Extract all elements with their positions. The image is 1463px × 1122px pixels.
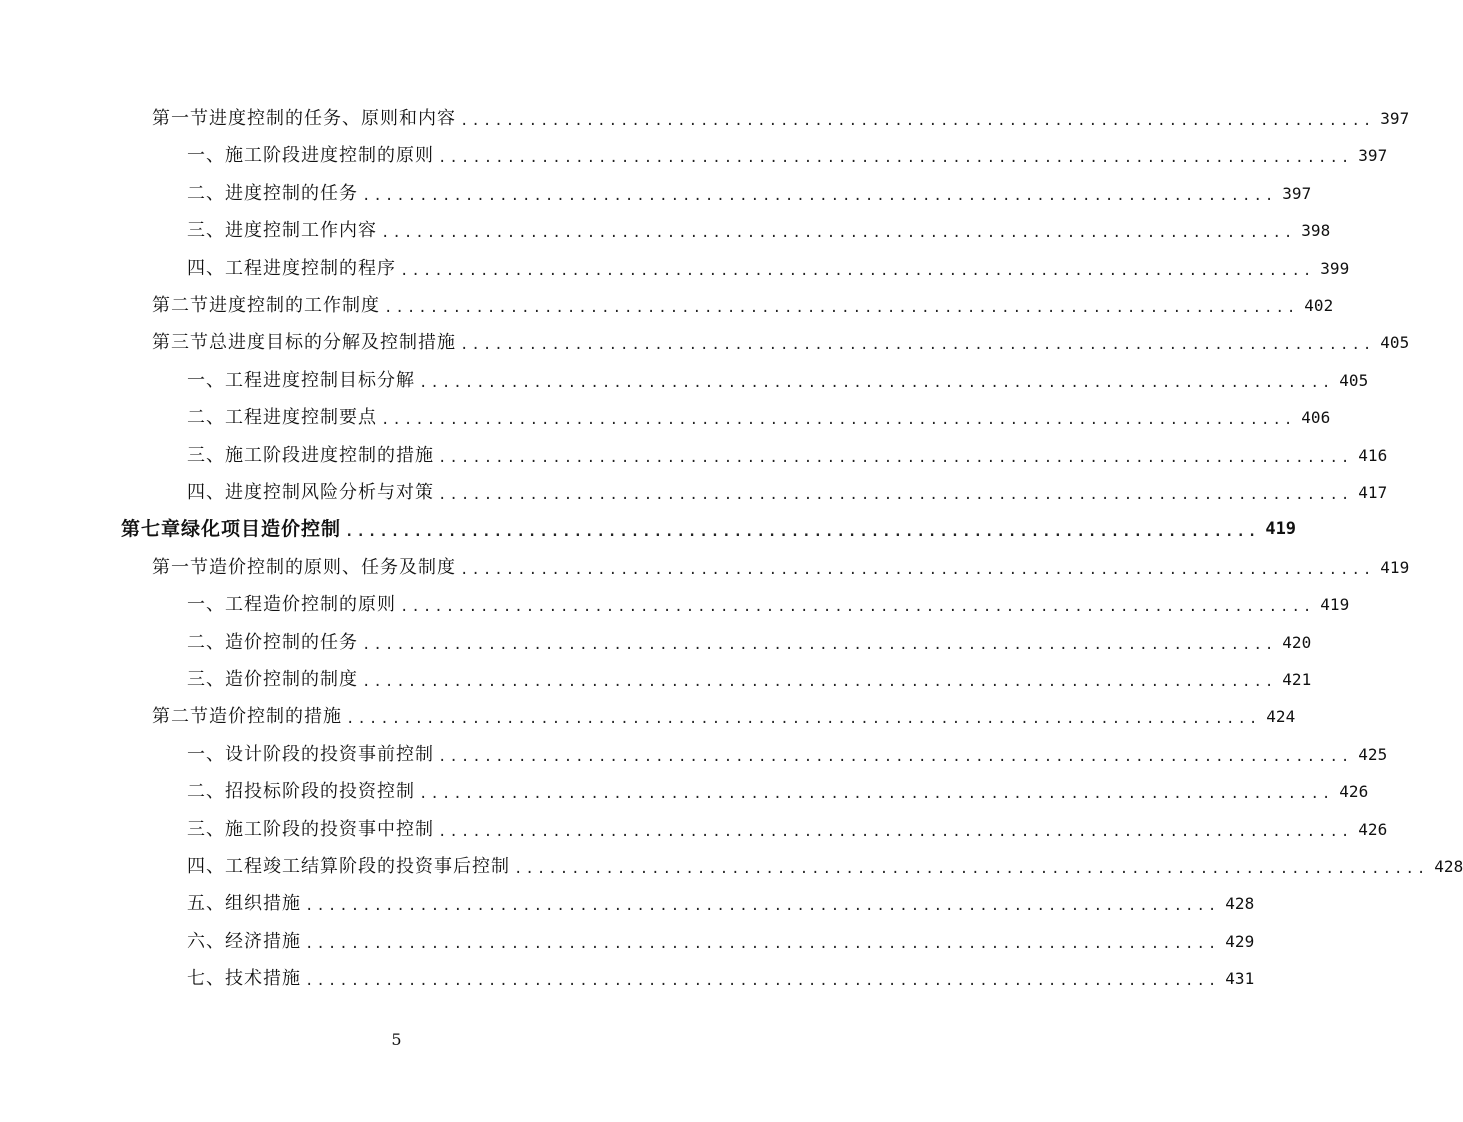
toc-dot-leader: ................................................................................ <box>460 561 1375 578</box>
toc-dot-leader: ................................................................................ <box>345 524 1260 541</box>
toc-entry-title: 一、工程进度控制目标分解 <box>187 369 415 391</box>
toc-entry-title: 绿化项目造价控制 <box>181 518 342 541</box>
toc-dot-leader: ................................................................................ <box>305 973 1220 990</box>
toc-dot-leader: ................................................................................ <box>438 748 1353 765</box>
toc-entry-item[interactable] <box>187 212 1331 249</box>
toc-dot-leader: ................................................................................ <box>438 150 1353 167</box>
toc-entry-item[interactable] <box>187 661 1312 698</box>
toc-dot-leader: ................................................................................ <box>438 823 1353 840</box>
toc-entry-title: 一、工程造价控制的原则 <box>187 594 396 616</box>
toc-entry-page-number: 426 <box>1358 819 1388 839</box>
toc-dot-leader: ................................................................................ <box>438 449 1353 466</box>
toc-entry-page-number: 405 <box>1339 370 1369 390</box>
toc-entry-page-number: 417 <box>1358 483 1388 502</box>
toc-entry-page-number: 419 <box>1265 519 1297 540</box>
toc-entry-chapter[interactable] <box>121 511 1297 548</box>
toc-entry-page-number: 397 <box>1358 146 1388 166</box>
toc-dot-leader: ................................................................................ <box>362 636 1277 653</box>
toc-entry-title: 三、进度控制工作内容 <box>187 220 377 242</box>
toc-entry-item[interactable] <box>187 773 1369 810</box>
toc-entry-page-number: 399 <box>1320 258 1350 278</box>
toc-dot-leader: ................................................................................ <box>419 786 1334 803</box>
toc-entry-title: 一、施工阶段进度控制的原则 <box>187 145 434 167</box>
toc-entry-item[interactable] <box>187 923 1255 960</box>
toc-entry-item[interactable] <box>187 362 1369 399</box>
page-number: 5 <box>391 1030 402 1049</box>
toc-entry-title: 造价控制的措施 <box>209 706 342 728</box>
toc-dot-leader: ................................................................................ <box>460 337 1375 354</box>
toc-entry-label: 第二节 <box>152 706 209 728</box>
toc-entry-title: 一、设计阶段的投资事前控制 <box>187 743 434 765</box>
toc-entry-item[interactable] <box>187 437 1388 474</box>
toc-dot-leader: ................................................................................ <box>384 300 1299 316</box>
toc-dot-leader: ................................................................................ <box>400 262 1315 279</box>
toc-dot-leader: ................................................................................ <box>305 898 1220 915</box>
toc-entry-title: 六、经济措施 <box>187 930 301 952</box>
toc-entry-title: 三、施工阶段的投资事中控制 <box>187 818 434 840</box>
toc-entry-title: 三、造价控制的制度 <box>187 669 358 690</box>
toc-entry-label: 第七章 <box>121 518 182 541</box>
toc-dot-leader: ................................................................................ <box>400 599 1315 616</box>
toc-entry-item[interactable] <box>187 811 1388 848</box>
toc-entry-page-number: 398 <box>1301 221 1331 241</box>
toc-entry-page-number: 406 <box>1301 408 1331 428</box>
toc-entry-page-number: 426 <box>1339 782 1369 802</box>
toc-dot-leader: ................................................................................ <box>381 225 1296 242</box>
toc-entry-title: 进度控制的工作制度 <box>209 295 380 316</box>
toc-dot-leader: ................................................................................ <box>438 487 1353 503</box>
toc-entry-label: 第一节 <box>152 556 209 578</box>
toc-entry-title: 三、施工阶段进度控制的措施 <box>187 444 434 466</box>
toc-entry-page-number: 429 <box>1225 931 1255 951</box>
toc-entry-title: 进度控制的任务、原则和内容 <box>209 108 456 129</box>
toc-entry-label: 第一节 <box>152 108 209 129</box>
toc-dot-leader: ................................................................................ <box>346 711 1261 728</box>
toc-entry-page-number: 425 <box>1358 744 1388 764</box>
toc-entry-title: 四、工程竣工结算阶段的投资事后控制 <box>187 856 510 877</box>
toc-entry-title: 二、造价控制的任务 <box>187 631 358 653</box>
toc-entry-title: 五、组织措施 <box>187 893 301 915</box>
toc-entry-title: 二、工程进度控制要点 <box>187 407 377 429</box>
toc-entry-page-number: 397 <box>1380 109 1410 128</box>
toc-entry-item[interactable] <box>187 474 1388 511</box>
toc-entry-page-number: 424 <box>1266 707 1296 727</box>
toc-dot-leader: ................................................................................ <box>362 674 1277 690</box>
toc-entry-page-number: 402 <box>1304 296 1334 315</box>
toc-entry-page-number: 431 <box>1225 969 1255 989</box>
toc-entry-title: 二、招投标阶段的投资控制 <box>187 781 415 803</box>
toc-entry-section[interactable] <box>152 100 1410 137</box>
toc-entry-title: 二、进度控制的任务 <box>187 182 358 204</box>
toc-entry-item[interactable] <box>187 960 1255 997</box>
toc-entry-title: 四、进度控制风险分析与对策 <box>187 482 434 503</box>
toc-entry-item[interactable] <box>187 736 1388 773</box>
toc-entry-page-number: 428 <box>1434 857 1463 876</box>
toc-entry-label: 第三节 <box>152 332 209 354</box>
toc-entry-item[interactable] <box>187 175 1312 212</box>
toc-entry-label: 第二节 <box>152 295 209 316</box>
toc-entry-page-number: 397 <box>1282 183 1312 203</box>
toc-dot-leader: ................................................................................ <box>381 412 1296 429</box>
toc-entry-item[interactable] <box>187 586 1350 623</box>
toc-entry-page-number: 428 <box>1225 894 1255 914</box>
toc-entry-page-number: 405 <box>1380 333 1410 353</box>
toc-entry-title: 造价控制的原则、任务及制度 <box>209 556 456 578</box>
toc-entry-page-number: 419 <box>1320 595 1350 615</box>
toc-entry-item[interactable] <box>187 399 1331 436</box>
toc-dot-leader: ................................................................................ <box>419 374 1334 391</box>
toc-dot-leader: ................................................................................ <box>514 861 1429 877</box>
toc-entry-page-number: 419 <box>1380 557 1410 577</box>
toc-entry-item[interactable] <box>187 624 1312 661</box>
toc-entry-title: 总进度目标的分解及控制措施 <box>209 332 456 354</box>
toc-entry-page-number: 421 <box>1282 670 1312 689</box>
toc-dot-leader: ................................................................................ <box>305 935 1220 952</box>
toc-entry-item[interactable] <box>187 137 1388 174</box>
toc-entry-item[interactable] <box>187 885 1255 922</box>
toc-entry-title: 七、技术措施 <box>187 968 301 990</box>
toc-entry-section[interactable] <box>152 549 1410 586</box>
toc-entry-item[interactable] <box>187 250 1350 287</box>
toc-entry-item[interactable] <box>187 848 1463 885</box>
toc-entry-title: 四、工程进度控制的程序 <box>187 257 396 279</box>
toc-dot-leader: ................................................................................ <box>362 187 1277 204</box>
toc-entry-section[interactable] <box>152 324 1410 361</box>
toc-entry-page-number: 416 <box>1358 445 1388 465</box>
toc-entry-section[interactable] <box>152 287 1334 324</box>
toc-dot-leader: ................................................................................ <box>460 113 1375 129</box>
toc-entry-section[interactable] <box>152 698 1296 735</box>
toc-entry-page-number: 420 <box>1282 632 1312 652</box>
